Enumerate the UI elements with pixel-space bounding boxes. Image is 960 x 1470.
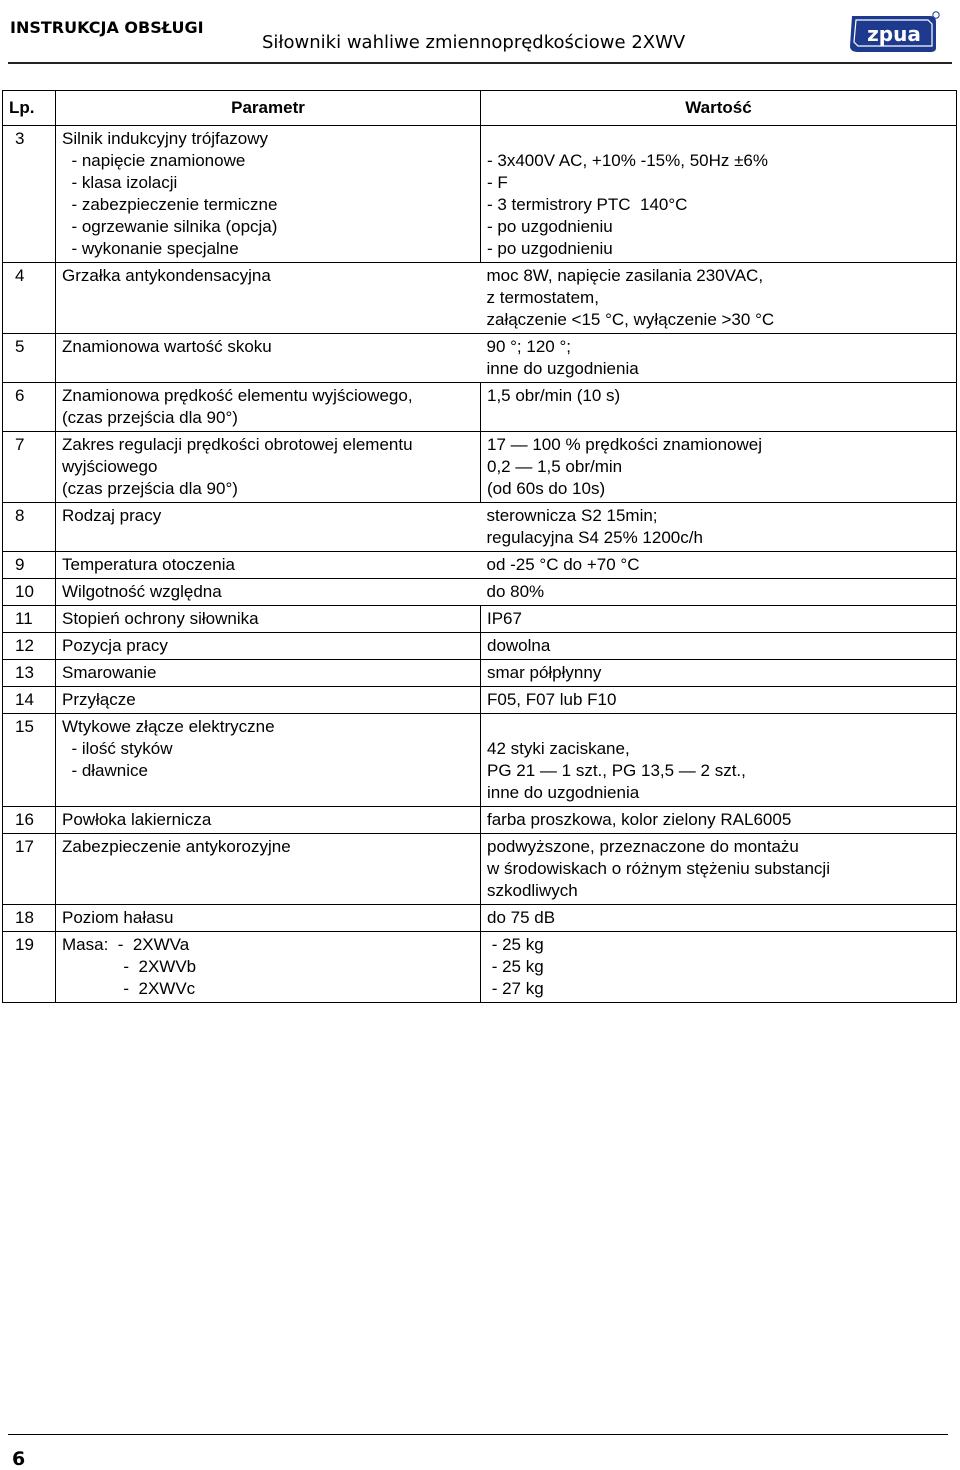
- row-number: 16: [3, 807, 56, 834]
- value-line: do 75 dB: [487, 908, 556, 927]
- parameter-line: - 2XWVb: [62, 957, 197, 976]
- table-row: [3, 932, 957, 1003]
- row-number: 4: [3, 263, 56, 334]
- table-row: [3, 834, 957, 905]
- parameter-line: (czas przejścia dla 90°): [62, 408, 238, 427]
- value-line: - 25 kg: [487, 935, 544, 954]
- value-cell: [481, 606, 957, 633]
- parameter-line: Powłoka lakiernicza: [62, 810, 212, 829]
- value-cell: [481, 905, 957, 932]
- parameter-cell: [56, 552, 481, 579]
- value-line: - 3x400V AC, +10% -15%, 50Hz ±6%: [487, 151, 769, 170]
- table-row: [3, 263, 957, 334]
- value-line: - F: [487, 173, 508, 192]
- value-cell: [481, 579, 957, 606]
- value-cell: [481, 432, 957, 503]
- value-line: PG 21 — 1 szt., PG 13,5 — 2 szt.,: [487, 761, 746, 780]
- parameter-line: Znamionowa wartość skoku: [62, 337, 272, 356]
- value-line: w środowiskach o różnym stężeniu substancji: [487, 859, 830, 878]
- parameter-cell: [56, 503, 481, 552]
- parameter-cell: [56, 579, 481, 606]
- parameter-line: Wilgotność względna: [62, 582, 222, 601]
- table-row: [3, 334, 957, 383]
- value-line: inne do uzgodnienia: [487, 783, 640, 802]
- value-line: smar półpłynny: [487, 663, 602, 682]
- value-cell: [481, 552, 957, 579]
- value-line: - 25 kg: [487, 957, 544, 976]
- parameter-line: Grzałka antykondensacyjna: [62, 266, 271, 285]
- parameter-line: Znamionowa prędkość elementu wyjściowego,: [62, 386, 413, 405]
- row-number: 5: [3, 334, 56, 383]
- document-subtitle: Siłowniki wahliwe zmiennoprędkościowe 2XWV: [262, 32, 686, 53]
- table-header-row: [3, 91, 957, 126]
- column-header-value: Wartość: [481, 91, 957, 126]
- value-line: 90 °; 120 °;: [486, 337, 571, 356]
- value-line: regulacyjna S4 25% 1200c/h: [486, 528, 703, 547]
- parameter-line: - zabezpieczenie termiczne: [62, 195, 278, 214]
- logo-text: zpua: [867, 22, 921, 46]
- table-row: [3, 383, 957, 432]
- page-number: 6: [12, 1448, 26, 1470]
- specification-table: [2, 90, 957, 1003]
- row-number: 10: [3, 579, 56, 606]
- table-row: [3, 905, 957, 932]
- row-number: 14: [3, 687, 56, 714]
- value-line: IP67: [487, 609, 522, 628]
- value-line: [487, 128, 950, 150]
- parameter-cell: [56, 383, 481, 432]
- table-row: [3, 807, 957, 834]
- value-line: 42 styki zaciskane,: [487, 739, 630, 758]
- table-row: [3, 432, 957, 503]
- value-line: - 27 kg: [487, 979, 544, 998]
- row-number: 8: [3, 503, 56, 552]
- parameter-cell: [56, 807, 481, 834]
- value-line: 1,5 obr/min (10 s): [487, 386, 621, 405]
- parameter-cell: [56, 263, 481, 334]
- parameter-line: - wykonanie specjalne: [62, 239, 239, 258]
- parameter-line: - dławnice: [62, 761, 148, 780]
- row-number: 7: [3, 432, 56, 503]
- table-row: [3, 126, 957, 263]
- row-number: 13: [3, 660, 56, 687]
- zpua-logo: [846, 10, 942, 56]
- parameter-line: - ilość styków: [62, 739, 173, 758]
- value-line: inne do uzgodnienia: [486, 359, 639, 378]
- parameter-line: Smarowanie: [62, 663, 157, 682]
- row-number: 19: [3, 932, 56, 1003]
- row-number: 15: [3, 714, 56, 807]
- parameter-line: - 2XWVc: [62, 979, 196, 998]
- parameter-line: Zabezpieczenie antykorozyjne: [62, 837, 291, 856]
- row-number: 6: [3, 383, 56, 432]
- value-line: [487, 716, 950, 738]
- parameter-cell: [56, 834, 481, 905]
- row-number: 9: [3, 552, 56, 579]
- value-cell: [481, 687, 957, 714]
- value-line: od -25 °C do +70 °C: [486, 555, 640, 574]
- table-row: [3, 633, 957, 660]
- value-line: szkodliwych: [487, 881, 578, 900]
- value-line: (od 60s do 10s): [487, 479, 606, 498]
- value-line: podwyższone, przeznaczone do montażu: [487, 837, 799, 856]
- parameter-line: Zakres regulacji prędkości obrotowej elementu: [62, 435, 413, 454]
- row-number: 12: [3, 633, 56, 660]
- table-row: [3, 579, 957, 606]
- value-line: sterownicza S2 15min;: [486, 506, 658, 525]
- value-cell: [481, 383, 957, 432]
- table-row: [3, 687, 957, 714]
- header-divider: [8, 62, 952, 64]
- row-number: 3: [3, 126, 56, 263]
- parameter-cell: [56, 687, 481, 714]
- value-cell: [481, 633, 957, 660]
- value-line: załączenie <15 °C, wyłączenie >30 °C: [486, 310, 775, 329]
- value-line: do 80%: [486, 582, 545, 601]
- value-line: - 3 termistrory PTC 140°C: [487, 195, 688, 214]
- value-line: z termostatem,: [486, 288, 599, 307]
- column-header-param: Parametr: [56, 91, 481, 126]
- parameter-line: Masa: - 2XWVa: [62, 935, 190, 954]
- value-line: - po uzgodnieniu: [487, 239, 613, 258]
- parameter-line: Silnik indukcyjny trójfazowy: [62, 129, 268, 148]
- value-cell: [481, 660, 957, 687]
- parameter-line: - napięcie znamionowe: [62, 151, 246, 170]
- parameter-line: Temperatura otoczenia: [62, 555, 235, 574]
- value-cell: [481, 714, 957, 807]
- parameter-cell: [56, 126, 481, 263]
- parameter-line: Rodzaj pracy: [62, 506, 162, 525]
- value-line: 17 — 100 % prędkości znamionowej: [487, 435, 762, 454]
- parameter-line: (czas przejścia dla 90°): [62, 479, 238, 498]
- value-cell: [481, 334, 957, 383]
- parameter-cell: [56, 660, 481, 687]
- value-cell: [481, 807, 957, 834]
- parameter-line: Poziom hałasu: [62, 908, 174, 927]
- parameter-line: Przyłącze: [62, 690, 136, 709]
- table-row: [3, 552, 957, 579]
- value-line: farba proszkowa, kolor zielony RAL6005: [487, 810, 792, 829]
- value-cell: [481, 263, 957, 334]
- row-number: 18: [3, 905, 56, 932]
- value-cell: [481, 126, 957, 263]
- value-line: F05, F07 lub F10: [487, 690, 617, 709]
- document-type-label: INSTRUKCJA OBSŁUGI: [10, 18, 204, 37]
- value-cell: [481, 834, 957, 905]
- value-line: 0,2 — 1,5 obr/min: [487, 457, 623, 476]
- value-cell: [481, 503, 957, 552]
- parameter-line: Pozycja pracy: [62, 636, 168, 655]
- parameter-cell: [56, 905, 481, 932]
- value-line: - po uzgodnieniu: [487, 217, 613, 236]
- parameter-line: - klasa izolacji: [62, 173, 178, 192]
- row-number: 11: [3, 606, 56, 633]
- parameter-cell: [56, 432, 481, 503]
- table-row: [3, 503, 957, 552]
- parameter-cell: [56, 714, 481, 807]
- parameter-cell: [56, 932, 481, 1003]
- parameter-line: Stopień ochrony siłownika: [62, 609, 259, 628]
- parameter-cell: [56, 633, 481, 660]
- value-line: moc 8W, napięcie zasilania 230VAC,: [486, 266, 764, 285]
- value-cell: [481, 932, 957, 1003]
- value-line: dowolna: [487, 636, 551, 655]
- column-header-lp: Lp.: [3, 91, 56, 126]
- row-number: 17: [3, 834, 56, 905]
- footer-divider: [8, 1434, 948, 1435]
- table-row: [3, 714, 957, 807]
- table-row: [3, 660, 957, 687]
- parameter-cell: [56, 606, 481, 633]
- table-row: [3, 606, 957, 633]
- parameter-line: Wtykowe złącze elektryczne: [62, 717, 275, 736]
- parameter-cell: [56, 334, 481, 383]
- parameter-line: - ogrzewanie silnika (opcja): [62, 217, 278, 236]
- parameter-line: wyjściowego: [62, 457, 158, 476]
